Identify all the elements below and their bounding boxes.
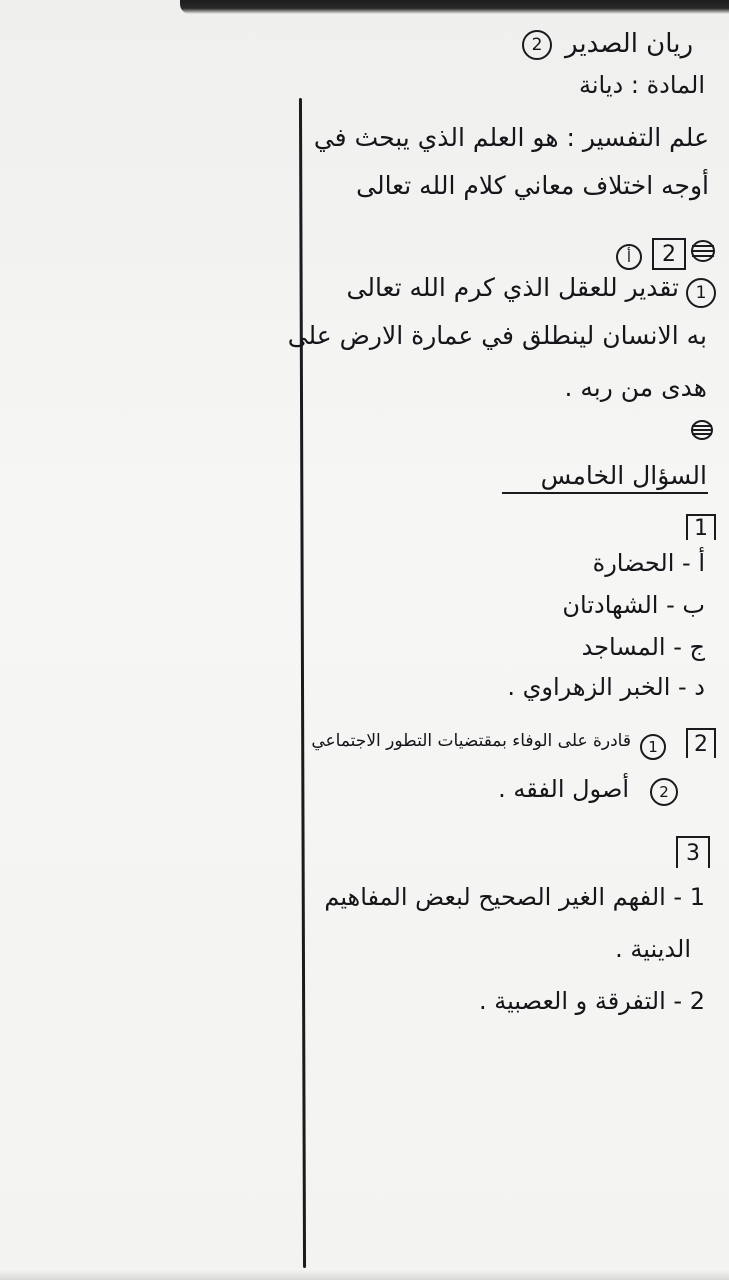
q5-part-2-item-2: أصول الفقه .: [498, 775, 629, 803]
bottom-edge-shadow: [0, 1270, 729, 1280]
q5-title-underline: [502, 492, 708, 494]
definition-line-1: علم التفسير : هو العلم الذي يبحث في: [313, 123, 709, 152]
crossed-out-scribble: [688, 238, 718, 264]
answer-1-line-1: تقدير للعقل الذي كرم الله تعالى: [346, 273, 679, 302]
subject-line: المادة : ديانة: [579, 71, 705, 99]
q5-part-3-item-1-line-1: 1 - الفهم الغير الصحيح لبعض المفاهيم: [324, 883, 705, 911]
q5-part-1-item-d: د - الخبر الزهراوي .: [507, 673, 705, 701]
q5-part-2-item-2-number: 2: [650, 778, 678, 806]
answer-1-line-3: هدى من ربه .: [564, 373, 707, 402]
q5-part-1-item-b: ب - الشهادتان: [562, 591, 705, 619]
student-name: ريان الصدير: [565, 29, 693, 59]
q2-part-circle: أ: [616, 244, 642, 270]
q5-part-3-item-2: 2 - التفرقة و العصبية .: [479, 987, 705, 1015]
top-edge-shadow: [180, 0, 729, 14]
student-number-circle: 2: [522, 30, 552, 60]
definition-line-2: أوجه اختلاف معاني كلام الله تعالى: [356, 171, 709, 200]
answer-1-number: 1: [686, 278, 716, 308]
q5-title: السؤال الخامس: [540, 461, 707, 490]
q5-part-1-item-c: ج - المساجد: [581, 633, 705, 661]
q5-part-2-item-1-number: 1: [640, 734, 666, 760]
q5-part-3-box: 3: [676, 836, 710, 868]
q5-part-2-box: 2: [686, 728, 716, 758]
answer-1-line-2: به الانسان لينطلق في عمارة الارض على: [287, 321, 707, 350]
q2-box: 2: [652, 238, 686, 270]
q5-part-1-item-a: أ - الحضارة: [592, 549, 705, 577]
q5-part-3-item-1-line-2: الدينية .: [615, 935, 691, 963]
crossed-out-scribble: [688, 418, 716, 442]
q5-part-1-box: 1: [686, 514, 716, 540]
q5-part-2-item-1: قادرة على الوفاء بمقتضيات التطور الاجتماعي: [311, 731, 631, 751]
